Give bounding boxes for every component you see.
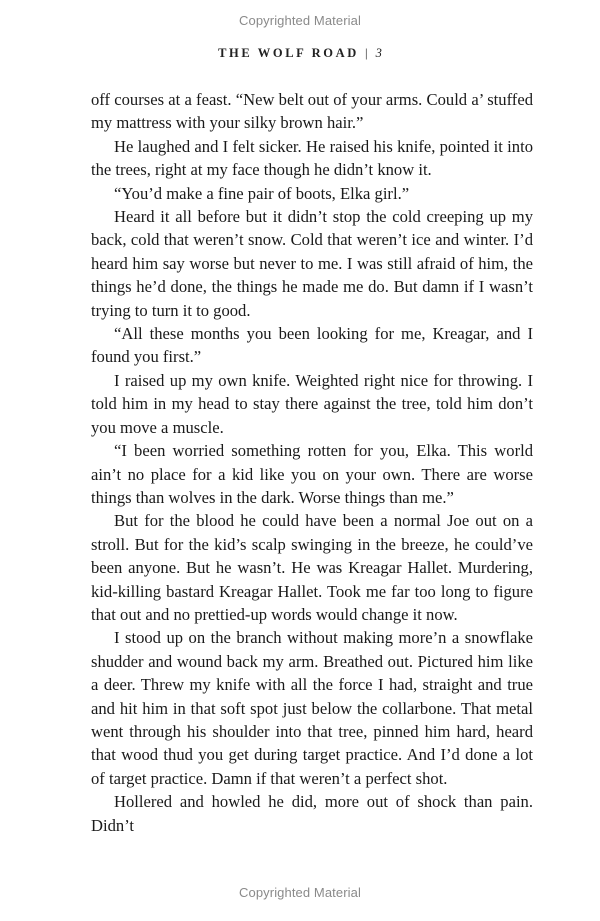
- paragraph: But for the blood he could have been a normal Joe out on a stroll. But for the kid’s scalp swinging in the breeze, he could’ve been anyone. But he wasn’t. He was Kreagar Hallet. Murdering, kid-killing bastard Kreagar Hallet. Took me far too long to figure that out and no prettied-up words would change it now.: [91, 511, 533, 624]
- paragraph: I stood up on the branch without making more’n a snowflake shudder and wound back my arm. Breathed out. Pictured him like a deer. Threw my knife with all the force I had, straight and true and hit him in that soft spot just below the collarbone. That metal went through his shoulder into that tree, pinned him hard, heard that wood thud you get during target practice. And I’d done a lot of target practice. Damn if that weren’t a perfect shot.: [91, 628, 533, 788]
- running-head: [0, 46, 600, 61]
- body-text: [91, 88, 533, 837]
- paragraph: “I been worried something rotten for you, Elka. This world ain’t no place for a kid like you on your own. There are worse things than wolves in the dark. Worse things than me.”: [91, 441, 533, 507]
- book-title: THE WOLF ROAD: [218, 46, 359, 60]
- paragraph: Hollered and howled he did, more out of shock than pain. Didn’t: [91, 792, 533, 835]
- paragraph: off courses at a feast. “New belt out of your arms. Could a’ stuffed my mattress with your silky brown hair.”: [91, 90, 533, 133]
- copyright-watermark-bottom: Copyrighted Material: [239, 885, 361, 900]
- paragraph: I raised up my own knife. Weighted right nice for throwing. I told him in my head to stay there against the tree, told him don’t you move a muscle.: [91, 370, 533, 437]
- page-number: 3: [375, 46, 382, 60]
- paragraph: He laughed and I felt sicker. He raised his knife, pointed it into the trees, right at my face though he didn’t know it.: [91, 136, 533, 180]
- copyright-watermark-top: Copyrighted Material: [239, 13, 361, 28]
- paragraph: “All these months you been looking for me, Kreagar, and I found you first.”: [91, 324, 533, 367]
- paragraph: Heard it all before but it didn’t stop the cold creeping up my back, cold that weren’t snow. Cold that weren’t ice and winter. I’d heard him say worse but never to me. I was still afraid of him, the things he’d done, the things he made me do. But damn if I wasn’t trying to turn it to good.: [91, 207, 533, 320]
- paragraph: “You’d make a fine pair of boots, Elka girl.”: [114, 183, 410, 203]
- running-head-separator: |: [365, 46, 368, 60]
